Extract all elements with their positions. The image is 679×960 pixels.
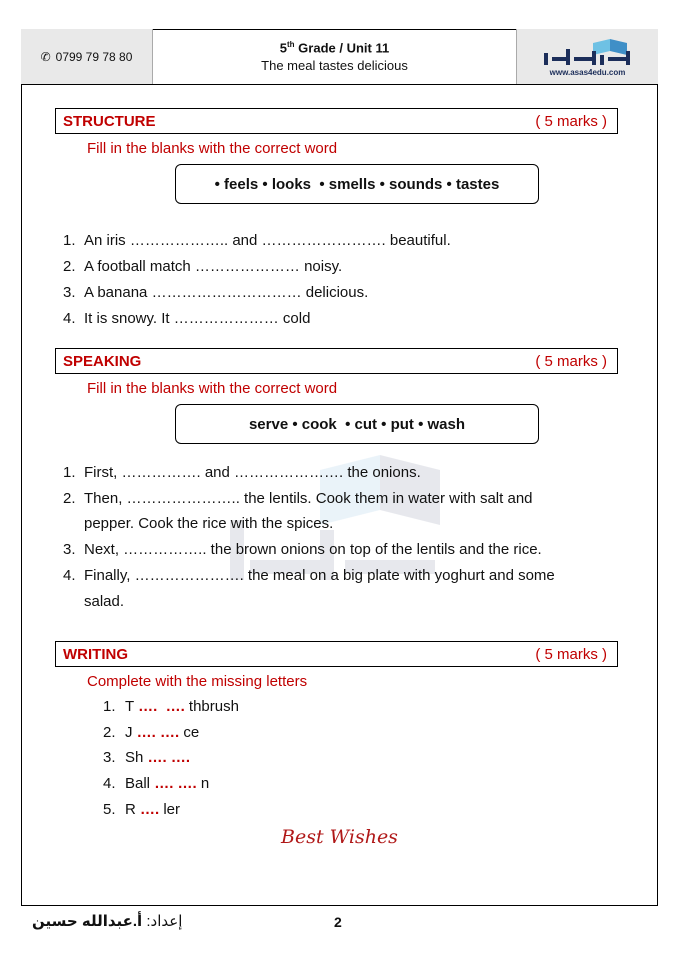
writing-section-bar xyxy=(55,641,618,667)
writing-item: 4. Ball …. …. n xyxy=(103,775,210,792)
speaking-item-continuation: salad. xyxy=(84,593,125,610)
speaking-section-bar xyxy=(55,348,618,374)
grade-unit: 5th Grade / Unit 11 xyxy=(279,39,390,56)
page-header xyxy=(21,29,658,85)
structure-title: STRUCTURE xyxy=(63,112,156,130)
structure-section-bar xyxy=(55,108,618,134)
asas-logo xyxy=(538,37,638,67)
structure-item: 2. A football match ………………… noisy. xyxy=(63,258,343,275)
writing-item: 1. T …. …. thbrush xyxy=(103,698,239,715)
header-phone xyxy=(21,29,153,84)
speaking-instruction: Fill in the blanks with the correct word xyxy=(87,380,338,397)
speaking-item-continuation: pepper. Cook the rice with the spices. xyxy=(84,515,334,532)
structure-word-box: • feels • looks • smells • sounds • tastes xyxy=(175,164,539,204)
writing-item: 2. J …. …. ce xyxy=(103,724,200,741)
structure-item: 4. It is snowy. It ………………… cold xyxy=(63,310,311,327)
phone-number: 0799 79 78 80 xyxy=(55,49,133,64)
footer-author: إعداد: أ.عبدالله حسين xyxy=(32,913,183,930)
writing-marks: ( 5 marks ) xyxy=(535,645,607,663)
speaking-marks: ( 5 marks ) xyxy=(535,352,607,370)
header-logo xyxy=(516,29,658,84)
writing-instruction: Complete with the missing letters xyxy=(87,673,308,690)
lesson-subtitle: The meal tastes delicious xyxy=(261,58,408,74)
structure-item: 1. An iris ……………….. and ……………………. beautiful. xyxy=(63,232,451,249)
writing-item: 3. Sh …. …. xyxy=(103,749,191,766)
structure-instruction: Fill in the blanks with the correct word xyxy=(87,140,338,157)
speaking-item: 3. Next, …………….. the brown onions on top of the lentils and the rice. xyxy=(63,541,542,558)
speaking-item: 1. First, ……………. and …………………. the onions. xyxy=(63,464,421,481)
structure-marks: ( 5 marks ) xyxy=(535,112,607,130)
speaking-item: 4. Finally, …………………. the meal on a big plate with yoghurt and some xyxy=(63,567,555,584)
speaking-word-box: serve • cook • cut • put • wash xyxy=(175,404,539,444)
structure-item: 3. A banana ………………………… delicious. xyxy=(63,284,369,301)
speaking-item: 2. Then, ………………….. the lentils. Cook them in water with salt and xyxy=(63,490,533,507)
closing-text: Best Wishes xyxy=(281,826,398,848)
header-title xyxy=(153,29,516,84)
phone-icon: ✆ xyxy=(40,49,51,64)
logo-url: www.asas4edu.com xyxy=(549,67,626,77)
writing-title: WRITING xyxy=(63,645,128,663)
speaking-title: SPEAKING xyxy=(63,352,142,370)
writing-item: 5. R …. ler xyxy=(103,801,181,818)
page-number: 2 xyxy=(334,914,342,930)
